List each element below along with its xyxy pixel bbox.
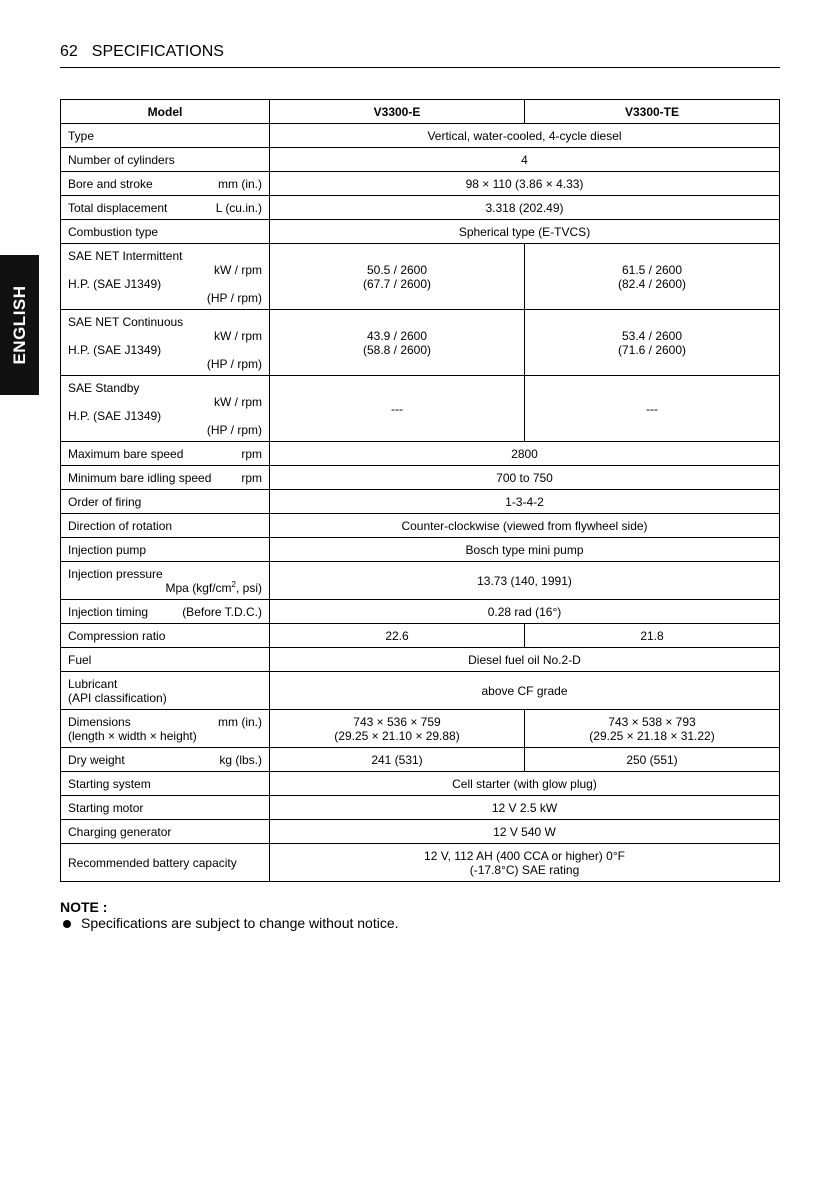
bullet-icon	[63, 920, 71, 928]
value-v3300-e	[270, 710, 525, 748]
row-label: H.P. (SAE J1349)	[68, 342, 162, 357]
row-label-cell	[61, 376, 270, 442]
note-text: Specifications are subject to change without notice.	[81, 915, 399, 931]
row-label: Injection pressure	[68, 566, 163, 581]
table-row	[61, 538, 780, 562]
row-value: Spherical type (E-TVCS)	[270, 220, 780, 244]
row-unit: (HP / rpm)	[206, 290, 262, 305]
row-value: Counter-clockwise (viewed from flywheel side)	[270, 514, 780, 538]
row-unit: kW / rpm	[214, 328, 262, 343]
value-line: 50.5 / 2600	[366, 262, 428, 277]
row-label-cell	[61, 600, 270, 624]
row-label: Compression ratio	[61, 624, 270, 648]
row-label: (length × width × height)	[68, 728, 197, 743]
table-row	[61, 148, 780, 172]
header-v3300-te: V3300-TE	[525, 100, 780, 124]
row-label: Lubricant	[68, 676, 118, 691]
row-value: 12 V 540 W	[270, 820, 780, 844]
table-row	[61, 172, 780, 196]
row-unit: (Before T.D.C.)	[182, 604, 262, 619]
table-row	[61, 244, 780, 310]
row-unit: mm (in.)	[218, 176, 262, 191]
note-item	[60, 915, 399, 932]
row-label: Starting system	[61, 772, 270, 796]
row-unit: mm (in.)	[218, 714, 262, 729]
value-line: (58.8 / 2600)	[362, 342, 432, 357]
row-label: Dimensions	[68, 714, 131, 729]
row-label-cell	[61, 172, 270, 196]
value-line: (29.25 × 21.10 × 29.88)	[334, 728, 460, 743]
row-label: Injection timing	[68, 604, 149, 619]
row-label: Number of cylinders	[61, 148, 270, 172]
row-unit: L (cu.in.)	[215, 200, 262, 215]
row-unit	[68, 581, 262, 595]
note-title: NOTE :	[60, 899, 108, 915]
row-label: Starting motor	[61, 796, 270, 820]
row-label-cell	[61, 466, 270, 490]
row-unit: rpm	[241, 446, 262, 461]
row-value: 2800	[270, 442, 780, 466]
row-label: Type	[61, 124, 270, 148]
row-value: 98 × 110 (3.86 × 4.33)	[270, 172, 780, 196]
table-row	[61, 124, 780, 148]
table-row	[61, 796, 780, 820]
table-row	[61, 376, 780, 442]
value-line: 53.4 / 2600	[621, 328, 683, 343]
table-row	[61, 220, 780, 244]
row-unit: rpm	[241, 470, 262, 485]
value-v3300-e: 22.6	[270, 624, 525, 648]
row-value: 4	[270, 148, 780, 172]
table-row	[61, 442, 780, 466]
row-label-cell	[61, 310, 270, 376]
row-label: Order of firing	[61, 490, 270, 514]
row-label-cell	[61, 710, 270, 748]
unit-text: , psi)	[235, 580, 262, 595]
row-label-cell	[61, 244, 270, 310]
table-row	[61, 672, 780, 710]
table-row	[61, 710, 780, 748]
table-row	[61, 820, 780, 844]
row-unit: (HP / rpm)	[206, 356, 262, 371]
row-label: Injection pump	[61, 538, 270, 562]
language-side-tab	[0, 255, 39, 395]
value-v3300-te: 21.8	[525, 624, 780, 648]
page-header	[60, 42, 780, 62]
row-unit: kW / rpm	[214, 394, 262, 409]
row-label: H.P. (SAE J1349)	[68, 276, 162, 291]
table-row	[61, 310, 780, 376]
row-label-cell	[61, 672, 270, 710]
unit-superscript: 2	[231, 579, 236, 589]
value-line: 743 × 536 × 759	[353, 714, 441, 729]
row-label-cell	[61, 748, 270, 772]
row-label: Charging generator	[61, 820, 270, 844]
row-value: 13.73 (140, 1991)	[270, 562, 780, 600]
value-v3300-e	[270, 310, 525, 376]
specifications-table	[60, 99, 780, 882]
value-line: (29.25 × 21.18 × 31.22)	[589, 728, 715, 743]
row-value: 700 to 750	[270, 466, 780, 490]
row-label-cell	[61, 196, 270, 220]
value-line: (82.4 / 2600)	[617, 276, 687, 291]
value-v3300-te	[525, 310, 780, 376]
row-label: Dry weight	[68, 752, 125, 767]
value-line: (67.7 / 2600)	[362, 276, 432, 291]
value-v3300-te	[525, 710, 780, 748]
value-v3300-te	[525, 244, 780, 310]
row-value: above CF grade	[270, 672, 780, 710]
row-unit: kg (lbs.)	[219, 752, 262, 767]
row-label: Direction of rotation	[61, 514, 270, 538]
row-label: H.P. (SAE J1349)	[68, 408, 162, 423]
value-line: (-17.8°C) SAE rating	[469, 862, 580, 877]
row-value	[270, 844, 780, 882]
row-unit: (HP / rpm)	[206, 422, 262, 437]
row-label: SAE Standby	[68, 380, 140, 395]
row-label-cell	[61, 562, 270, 600]
row-label-cell	[61, 442, 270, 466]
table-row	[61, 600, 780, 624]
table-row	[61, 466, 780, 490]
table-row	[61, 844, 780, 882]
table-row	[61, 624, 780, 648]
table-row	[61, 562, 780, 600]
row-label: SAE NET Continuous	[68, 314, 184, 329]
row-label: Minimum bare idling speed	[68, 470, 212, 485]
row-label: Combustion type	[61, 220, 270, 244]
table-row	[61, 772, 780, 796]
value-v3300-te: 250 (551)	[525, 748, 780, 772]
value-v3300-te: ---	[525, 376, 780, 442]
row-value: Cell starter (with glow plug)	[270, 772, 780, 796]
header-model: Model	[61, 100, 270, 124]
row-label: SAE NET Intermittent	[68, 248, 183, 263]
row-label: Maximum bare speed	[68, 446, 184, 461]
value-line: 12 V, 112 AH (400 CCA or higher) 0°F	[424, 848, 625, 863]
table-row	[61, 196, 780, 220]
row-value: 12 V 2.5 kW	[270, 796, 780, 820]
value-line: 743 × 538 × 793	[608, 714, 696, 729]
table-header-row	[61, 100, 780, 124]
table-row	[61, 514, 780, 538]
row-label: Total displacement	[68, 200, 168, 215]
side-tab-label: ENGLISH	[9, 285, 29, 365]
row-label: Bore and stroke	[68, 176, 153, 191]
header-rule	[60, 67, 780, 68]
table-row	[61, 748, 780, 772]
row-label: Recommended battery capacity	[61, 844, 270, 882]
value-v3300-e: ---	[270, 376, 525, 442]
row-value: Bosch type mini pump	[270, 538, 780, 562]
value-line: 43.9 / 2600	[366, 328, 428, 343]
row-value: Vertical, water-cooled, 4-cycle diesel	[270, 124, 780, 148]
row-label: (API classification)	[68, 690, 167, 705]
header-v3300-e: V3300-E	[270, 100, 525, 124]
table-row	[61, 490, 780, 514]
row-value: 1-3-4-2	[270, 490, 780, 514]
value-v3300-e: 241 (531)	[270, 748, 525, 772]
row-value: 3.318 (202.49)	[270, 196, 780, 220]
value-v3300-e	[270, 244, 525, 310]
page-number: 62	[60, 43, 78, 60]
page-title: SPECIFICATIONS	[91, 43, 224, 60]
row-value: 0.28 rad (16°)	[270, 600, 780, 624]
value-line: (71.6 / 2600)	[617, 342, 687, 357]
unit-text: Mpa (kgf/cm	[165, 580, 232, 595]
row-value: Diesel fuel oil No.2-D	[270, 648, 780, 672]
row-unit: kW / rpm	[214, 262, 262, 277]
row-label: Fuel	[61, 648, 270, 672]
table-row	[61, 648, 780, 672]
value-line: 61.5 / 2600	[621, 262, 683, 277]
